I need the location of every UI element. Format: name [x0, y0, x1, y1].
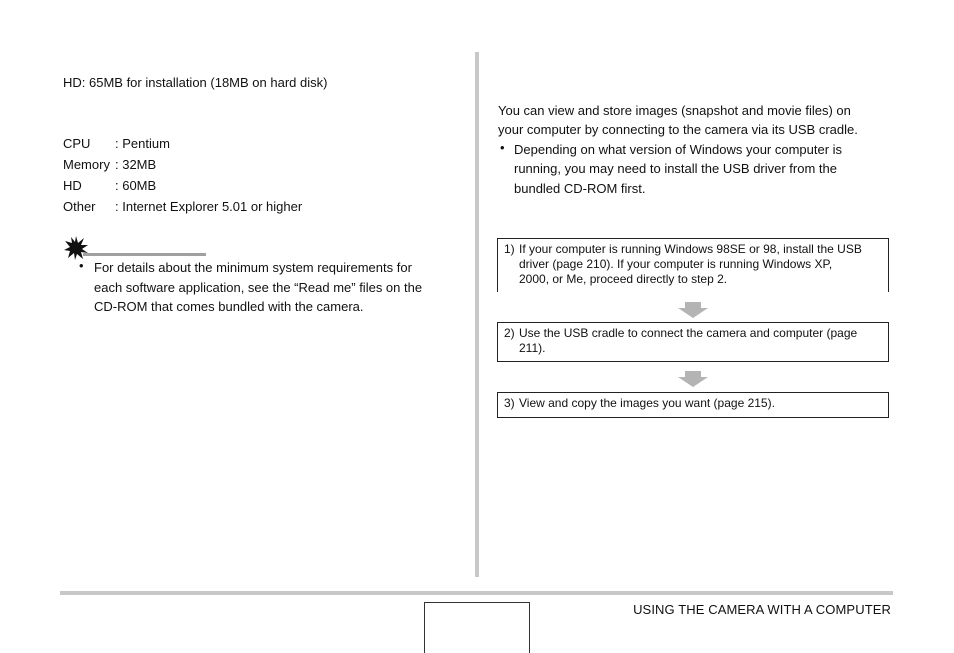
note-rule [83, 253, 206, 256]
requirement-value: : Internet Explorer 5.01 or higher [115, 199, 303, 214]
down-arrow-icon [678, 371, 708, 387]
bullet-line: running, you may need to install the USB driver from the [514, 161, 837, 176]
starburst-note-icon [64, 236, 88, 260]
note-line: For details about the minimum system requirements for [94, 260, 412, 275]
requirement-label: Other [63, 199, 96, 214]
note-bullet: • [79, 258, 84, 273]
requirement-value: : 32MB [115, 157, 157, 172]
column-divider [475, 52, 479, 577]
section-title: USING THE CAMERA WITH A COMPUTER [633, 602, 891, 617]
note-line: CD-ROM that comes bundled with the camera. [94, 299, 364, 314]
hd-install-line: HD: 65MB for installation (18MB on hard disk) [63, 75, 328, 90]
step-box-1 [497, 238, 889, 292]
step-line: 2000, or Me, proceed directly to step 2. [519, 272, 728, 286]
bullet-marker: • [500, 140, 505, 155]
requirement-label: CPU [63, 136, 91, 151]
page-number-box [424, 602, 530, 653]
bullet-line: Depending on what version of Windows your computer is [514, 142, 843, 157]
requirement-value: : 60MB [115, 178, 157, 193]
step-box-3 [497, 392, 889, 418]
down-arrow-icon [678, 302, 708, 318]
requirement-label: HD [63, 178, 82, 193]
step-line: Use the USB cradle to connect the camera and computer (page [519, 326, 858, 340]
step-line: View and copy the images you want (page 215). [519, 396, 775, 410]
footer-rule [60, 591, 893, 595]
step-line: If your computer is running Windows 98SE or 98, install the USB [519, 242, 862, 256]
requirement-value: : Pentium [115, 136, 170, 151]
step-box-2 [497, 322, 889, 362]
requirement-label: Memory [63, 157, 110, 172]
intro-line: You can view and store images (snapshot and movie files) on [498, 103, 851, 118]
step-line: 211). [519, 341, 546, 355]
step-number: 1) [504, 242, 515, 256]
note-line: each software application, see the “Read me” files on the [94, 280, 423, 295]
step-number: 2) [504, 326, 515, 340]
step-line: driver (page 210). If your computer is running Windows XP, [519, 257, 833, 271]
step-number: 3) [504, 396, 515, 410]
bullet-line: bundled CD-ROM first. [514, 181, 646, 196]
intro-line: your computer by connecting to the camera via its USB cradle. [498, 122, 858, 137]
